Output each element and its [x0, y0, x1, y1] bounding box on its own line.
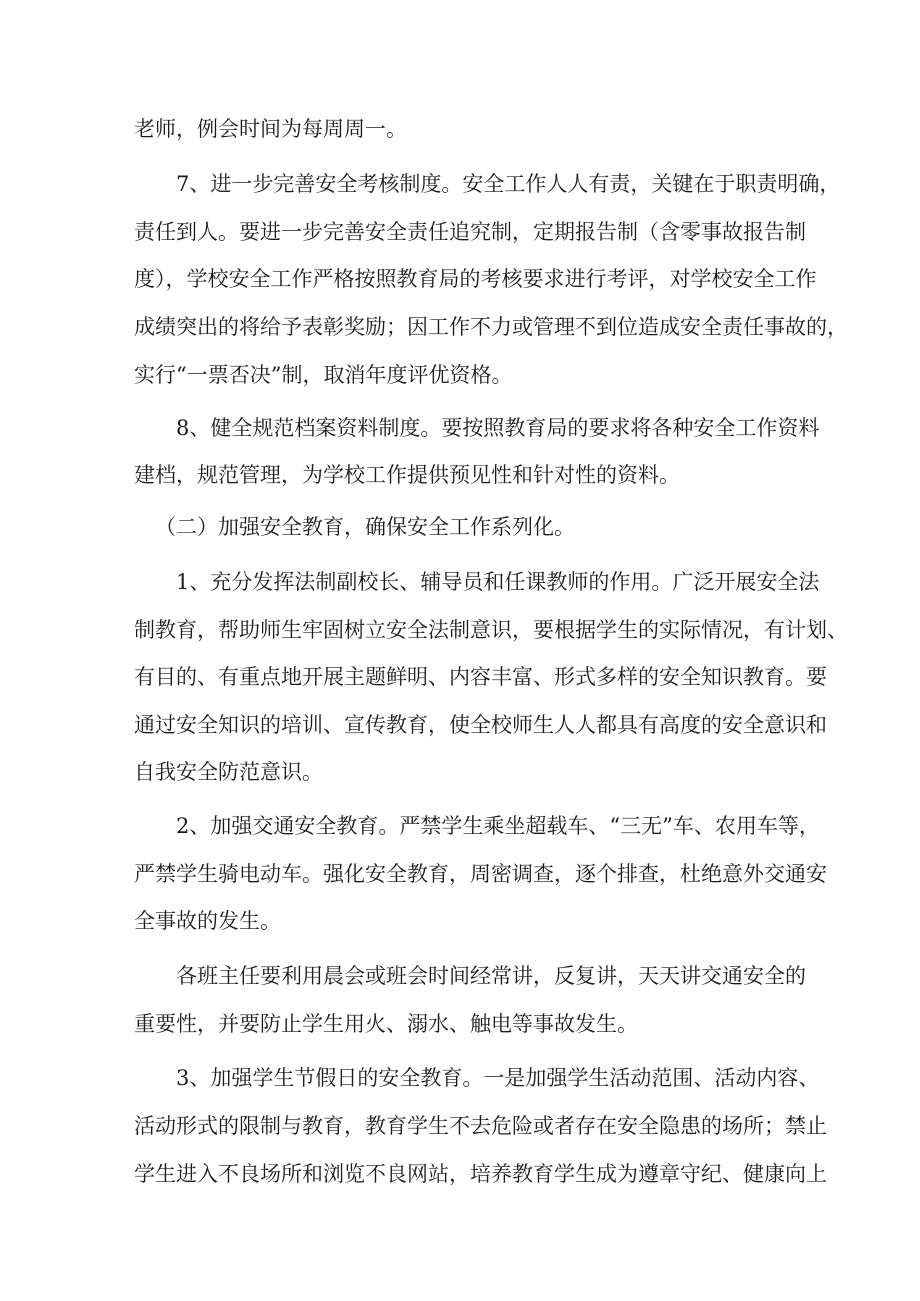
text-line: 成绩突出的将给予表彰奖励；因工作不力或管理不到位造成安全责任事故的，	[134, 315, 848, 339]
text-line: 全事故的发生。	[134, 909, 281, 933]
text-line: 有目的、有重点地开展主题鲜明、内容丰富、形式多样的安全知识教育。要	[134, 665, 827, 689]
section-heading: （二）加强安全教育，确保安全工作系列化。	[155, 515, 575, 539]
text-line: 各班主任要利用晨会或班会时间经常讲，反复讲，天天讲交通安全的	[176, 964, 806, 988]
text-line: 责任到人。要进一步完善安全责任追究制，定期报告制（含零事故报告制	[134, 220, 806, 244]
text-line: 严禁学生骑电动车。强化安全教育，周密调查，逐个排查，杜绝意外交通安	[134, 862, 827, 886]
text-line: 8、健全规范档案资料制度。要按照教育局的要求将各种安全工作资料	[176, 416, 820, 440]
text-line: 制教育，帮助师生牢固树立安全法制意识，要根据学生的实际情况，有计划、	[134, 618, 848, 642]
text-line: 2、加强交通安全教育。严禁学生乘坐超载车、“三无”车、农用车等，	[176, 814, 820, 838]
text-line: 7、进一步完善安全考核制度。安全工作人人有责，关键在于职责明确，	[176, 172, 841, 196]
text-line: 学生进入不良场所和浏览不良网站，培养教育学生成为遵章守纪、健康向上	[134, 1162, 827, 1186]
text-line: 建档，规范管理，为学校工作提供预见性和针对性的资料。	[134, 463, 680, 487]
text-line: 老师，例会时间为每周周一。	[134, 117, 407, 141]
text-line: 度），学校安全工作严格按照教育局的考核要求进行考评，对学校安全工作	[134, 267, 817, 291]
text-line: 活动形式的限制与教育，教育学生不去危险或者存在安全隐患的场所；禁止	[134, 1114, 827, 1138]
text-line: 1、充分发挥法制副校长、辅导员和任课教师的作用。广泛开展安全法	[176, 570, 820, 594]
text-line: 自我安全防范意识。	[134, 760, 323, 784]
text-line: 实行“一票否决”制，取消年度评优资格。	[134, 363, 513, 387]
text-line: 重要性，并要防止学生用火、溺水、触电等事故发生。	[134, 1012, 638, 1036]
text-line: 3、加强学生节假日的安全教育。一是加强学生活动范围、活动内容、	[176, 1066, 820, 1090]
text-line: 通过安全知识的培训、宣传教育，使全校师生人人都具有高度的安全意识和	[134, 713, 827, 737]
